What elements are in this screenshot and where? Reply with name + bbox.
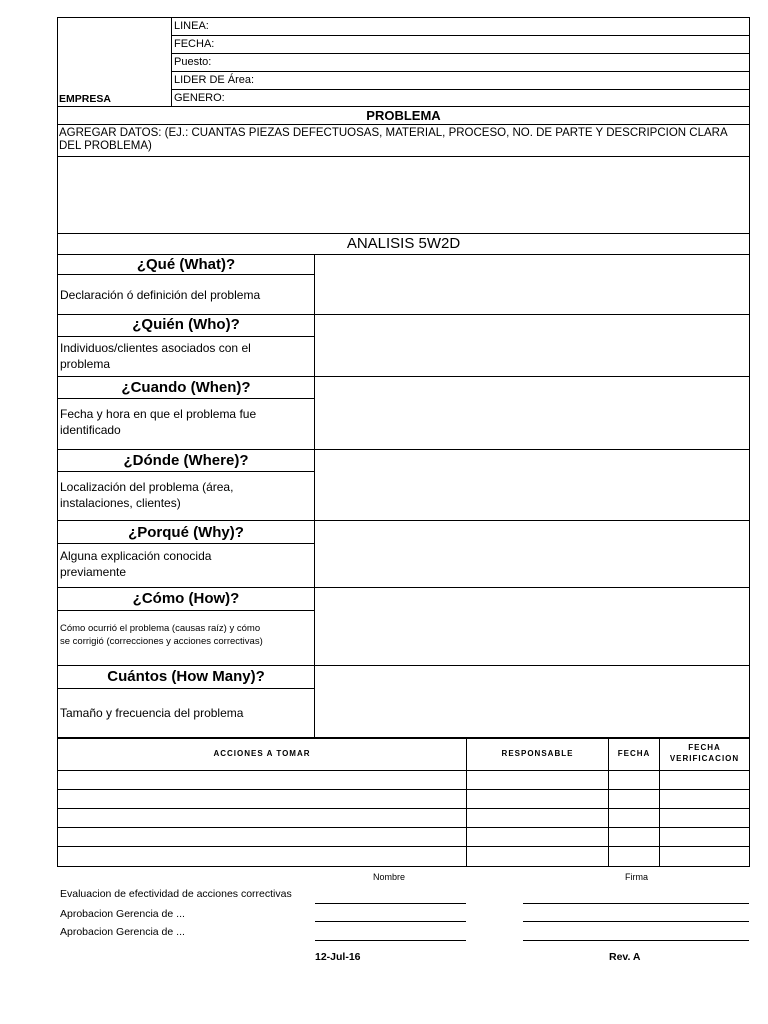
when-desc: Fecha y hora en que el problema fue <box>60 407 257 421</box>
signature-line-3[interactable] <box>523 940 749 941</box>
signature-label: Firma <box>625 872 648 882</box>
header-field-linea: LINEA: <box>174 20 209 32</box>
how-many-desc: Tamaño y frecuencia del problema <box>60 706 244 720</box>
table-row <box>57 846 750 847</box>
col-actions-header: ACCIONES A TOMAR <box>213 749 311 758</box>
how-desc-cont: se corrigió (correcciones y acciones correctivas) <box>60 636 263 647</box>
signature-line-1[interactable] <box>523 903 749 904</box>
name-line-3[interactable] <box>315 940 466 941</box>
who-desc: Individuos/clientes asociados con el <box>60 341 251 355</box>
header-block <box>57 17 750 106</box>
how-desc: Cómo ocurrió el problema (causas raíz) y cómo <box>60 623 261 634</box>
name-line-1[interactable] <box>315 903 466 904</box>
when-title: ¿Cuando (When)? <box>121 379 251 396</box>
analysis-title: ANALISIS 5W2D <box>346 235 461 252</box>
header-field-genero: GENERO: <box>174 92 225 104</box>
table-row <box>57 770 750 771</box>
what-title: ¿Qué (What)? <box>136 256 236 273</box>
col-verify-header: FECHA <box>688 743 721 752</box>
header-field-fecha: FECHA: <box>174 38 215 50</box>
header-field-puesto: Puesto: <box>174 56 212 68</box>
col-date-header: FECHA <box>617 749 651 758</box>
where-desc: Localización del problema (área, <box>60 480 234 494</box>
who-title: ¿Quién (Who)? <box>132 316 240 333</box>
why-title: ¿Porqué (Why)? <box>128 524 244 541</box>
company-label: EMPRESA <box>59 93 111 105</box>
table-row <box>57 808 750 809</box>
problem-title: PROBLEMA <box>366 108 441 123</box>
when-desc-cont: identificado <box>60 423 121 437</box>
name-label: Nombre <box>373 872 406 882</box>
why-desc: Alguna explicación conocida <box>60 549 212 563</box>
table-row <box>57 827 750 828</box>
footer-revision: Rev. A <box>609 951 641 963</box>
where-desc-cont: instalaciones, clientes) <box>60 496 181 510</box>
name-line-2[interactable] <box>315 921 466 922</box>
who-desc-cont: problema <box>60 357 111 371</box>
signature-row-approval-1: Aprobacion Gerencia de ... <box>60 908 185 920</box>
header-divider <box>171 17 172 106</box>
header-field-lider: LIDER DE Área: <box>174 74 255 86</box>
problem-instruction: AGREGAR DATOS: (EJ.: CUANTAS PIEZAS DEFECTUOSAS, MATERIAL, PROCESO, NO. DE PARTE Y DESCRIPCION CLARA <box>59 127 728 139</box>
problem-block <box>57 106 750 233</box>
signature-line-2[interactable] <box>523 921 749 922</box>
where-title: ¿Dónde (Where)? <box>123 452 249 469</box>
signature-row-approval-2: Aprobacion Gerencia de ... <box>60 926 185 938</box>
col-responsible-header: RESPONSABLE <box>501 749 574 758</box>
why-desc-cont: previamente <box>60 565 127 579</box>
table-row <box>57 789 750 790</box>
footer-date: 12-Jul-16 <box>315 951 361 963</box>
col-verify-header-cont: VERIFICACION <box>669 754 740 763</box>
what-desc: Declaración ó definición del problema <box>60 288 261 302</box>
how-title: ¿Cómo (How)? <box>132 590 240 607</box>
how-many-title: Cuántos (How Many)? <box>107 668 265 685</box>
problem-instruction-cont: DEL PROBLEMA) <box>59 140 152 152</box>
signature-row-evaluation: Evaluacion de efectividad de acciones correctivas <box>60 888 292 900</box>
